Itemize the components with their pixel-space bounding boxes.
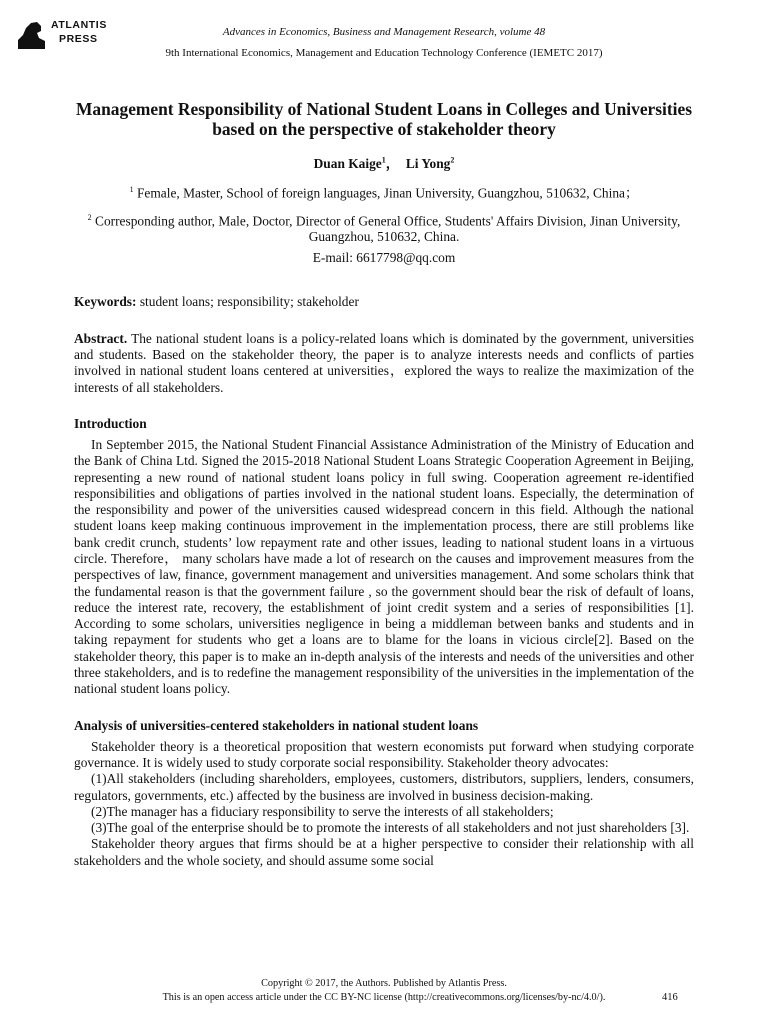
keywords-text: student loans; responsibility; stakeholder — [139, 294, 359, 310]
body-paragraph: In September 2015, the National Student Financial Assistance Administration of the Ministry of Education and the Bank of China Ltd. Signed the 2015-2018 National Student Loans Strategic Cooperation Agreement in Beijing, representing a new round of national student loans policy in full swing. Cooperation agreement re-identified responsibilities and obligations of parties involved in the national student loans. Especially, the determination of the responsibility and power of the universities caused widespread concern in this field. Although the national student loans keep making continuous improvement in the implementation process, there are still problems like bank credit crunch, students’ low repayment rate and other issues, leading to national student loans in a virtuous circle. Therefore， many scholars have made a lot of research on the causes and improvement measures from the perspectives of law, finance, government management and universities management. And some scholars think that the fundamental reason is that the government failure , so the government should bear the risk of default of loans, reduce the interest rate, recovery, the establishment of joint credit system and a series of responsibilities [1]. According to some scholars, universities negligence in being a middleman between banks and students and in taking repayment for students who get a loans are to blame for the loans in vicious circle[2]. Based on the stakeholder theory, this paper is to make an in-depth analysis of the interests and needs of the universities and other three stakeholders, and is to redefine the management responsibility of the universities in the implementation of the national student loans policy. — [74, 436, 694, 697]
logo-line-1: ATLANTIS — [51, 19, 107, 31]
author-separator: ， — [385, 156, 400, 171]
affiliation-sup: 1 — [129, 185, 134, 194]
series-header: Advances in Economics, Business and Management Research, volume 48 — [222, 26, 546, 38]
section-heading-introduction: Introduction — [74, 415, 147, 431]
paper-title: Management Responsibility of National Student Loans in Colleges and Universities based on the perspective of stakeholder theory — [76, 99, 692, 139]
affiliation-sup: 2 — [87, 212, 92, 222]
body-paragraph: (2)The manager has a fiduciary responsibility to serve the interests of all stakeholders; — [91, 803, 554, 819]
logo-line-2: PRESS — [59, 33, 98, 45]
author-line — [74, 153, 694, 172]
author-name: Li Yong — [405, 156, 451, 171]
abstract-label: Abstract. — [74, 330, 128, 346]
keywords-label: Keywords: — [74, 294, 137, 310]
body-paragraph: Stakeholder theory argues that firms should be at a higher perspective to consider their relationship with all stakeholders and the whole society, and should assume some social — [74, 836, 694, 868]
author-name: Duan Kaige — [313, 156, 382, 171]
author-sup: 2 — [450, 155, 455, 165]
keywords — [74, 294, 694, 310]
affiliation-text: Female, Master, School of foreign languages, Jinan University, Guangzhou, 510632, China； — [136, 185, 639, 201]
author-email: E-mail: 6617798@qq.com — [312, 250, 456, 266]
body-paragraph: (1)All stakeholders (including shareholders, employees, customers, distributors, suppliers, lenders, consumers, regulators, governments, etc.) affected by the business are involved in business decision-making. — [74, 771, 694, 803]
author-sup: 1 — [381, 155, 386, 165]
affiliation — [74, 182, 694, 201]
body-paragraph: Stakeholder theory is a theoretical proposition that western economists put forward when studying corporate governance. It is widely used to study corporate social responsibility. Stakeholder theory advocates: — [74, 738, 694, 770]
section-heading-stakeholder-analysis: Analysis of universities-centered stakeholders in national student loans — [74, 717, 479, 733]
affiliation — [74, 210, 694, 244]
page-number: 416 — [662, 992, 678, 1003]
paper-body — [74, 99, 694, 869]
footer-copyright: Copyright © 2017, the Authors. Published by Atlantis Press. — [261, 978, 507, 989]
abstract — [74, 331, 694, 396]
body-paragraph: (3)The goal of the enterprise should be to promote the interests of all stakeholders and not just shareholders [3]. — [91, 820, 690, 836]
affiliation-text: Corresponding author, Male, Doctor, Director of General Office, Students' Affairs Division, Jinan University, Guangzhou, 510632, China. — [95, 213, 681, 244]
conference-header: 9th International Economics, Management and Education Technology Conference (IEMETC 2017) — [165, 47, 603, 59]
abstract-text: The national student loans is a policy-related loans which is dominated by the government, universities and students. Based on the stakeholder theory, the paper is to analyze interests needs and conflicts of parties involved in national student loans centered at universities，explored the ways to realize the maximization of the interests of all stakeholders. — [74, 330, 694, 395]
footer-license: This is an open access article under the CC BY-NC license (http://creativecommons.org/licenses/by-nc/4.0/). — [162, 992, 606, 1003]
